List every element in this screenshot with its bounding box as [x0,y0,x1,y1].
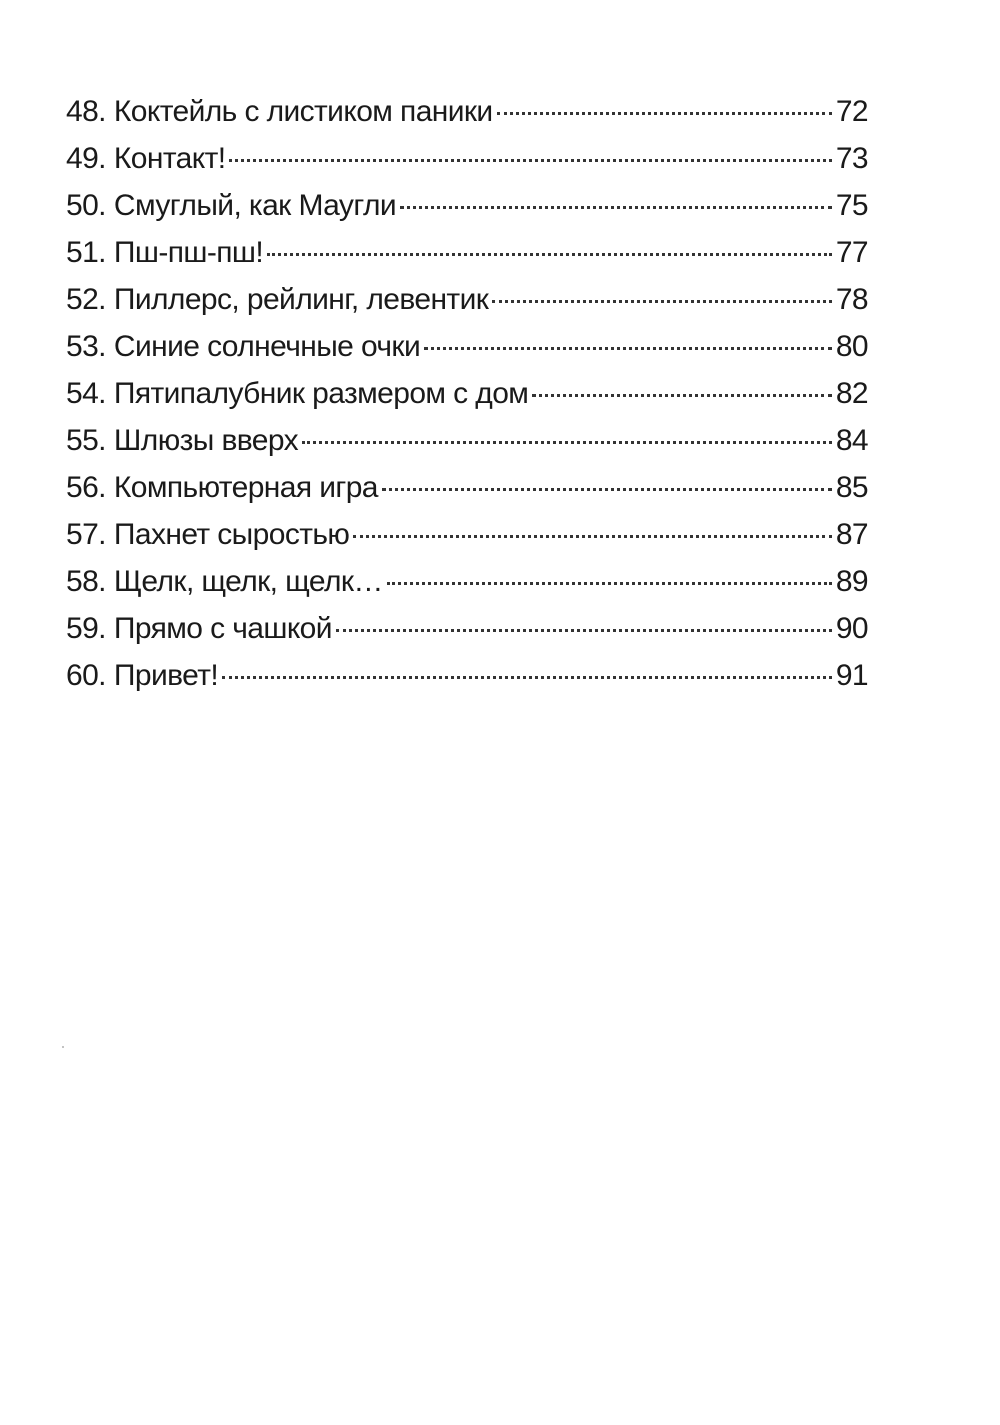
dot-leader [492,300,832,303]
entry-title: Прямо с чашкой [113,612,332,645]
dot-leader [302,441,832,444]
entry-page-number: 87 [835,518,868,551]
entry-title: Коктейль с листиком паники [113,95,493,128]
entry-number: 53. [66,330,106,363]
entry-number: 58. [66,565,106,598]
dot-leader [387,582,832,585]
table-of-contents [66,88,868,699]
entry-page-number: 91 [835,659,868,692]
entry-page-number: 78 [835,283,868,316]
entry-page-number: 84 [835,424,868,457]
entry-number: 54. [66,377,106,410]
entry-number: 55. [66,424,106,457]
toc-entry [66,558,868,605]
toc-entry [66,229,868,276]
entry-title: Контакт! [113,142,226,175]
entry-title: Пиллерс, рейлинг, левентик [113,283,489,316]
entry-number: 49. [66,142,106,175]
entry-page-number: 80 [835,330,868,363]
entry-page-number: 82 [835,377,868,410]
toc-entry [66,605,868,652]
dot-leader [400,206,832,209]
entry-title: Пахнет сыростью [113,518,350,551]
dot-leader [382,488,832,491]
entry-page-number: 85 [835,471,868,504]
entry-number: 48. [66,95,106,128]
entry-number: 52. [66,283,106,316]
entry-page-number: 75 [835,189,868,222]
dot-leader [229,159,832,162]
toc-entry [66,464,868,511]
dot-leader [532,394,832,397]
toc-entry [66,511,868,558]
entry-page-number: 72 [835,95,868,128]
entry-page-number: 89 [835,565,868,598]
entry-page-number: 73 [835,142,868,175]
entry-title: Пятипалубник размером с дом [113,377,529,410]
entry-title: Компьютерная игра [113,471,378,504]
toc-entry [66,182,868,229]
entry-number: 57. [66,518,106,551]
entry-page-number: 90 [835,612,868,645]
entry-number: 51. [66,236,106,269]
entry-title: Синие солнечные очки [113,330,421,363]
toc-entry [66,135,868,182]
dot-leader [267,253,832,256]
entry-title: Привет! [113,659,219,692]
dot-leader [222,676,832,679]
toc-entry [66,652,868,699]
dot-leader [424,347,832,350]
toc-entry [66,370,868,417]
entry-page-number: 77 [835,236,868,269]
entry-title: Пш-пш-пш! [113,236,264,269]
entry-number: 60. [66,659,106,692]
entry-title: Шлюзы вверх [113,424,299,457]
entry-number: 50. [66,189,106,222]
toc-entry [66,276,868,323]
entry-title: Смуглый, как Маугли [113,189,397,222]
toc-entry [66,323,868,370]
dot-leader [336,629,832,632]
toc-entry [66,417,868,464]
toc-entry [66,88,868,135]
entry-number: 56. [66,471,106,504]
scan-speck [62,1046,64,1048]
entry-number: 59. [66,612,106,645]
dot-leader [353,535,832,538]
dot-leader [497,112,832,115]
entry-title: Щелк, щелк, щелк… [113,565,383,598]
